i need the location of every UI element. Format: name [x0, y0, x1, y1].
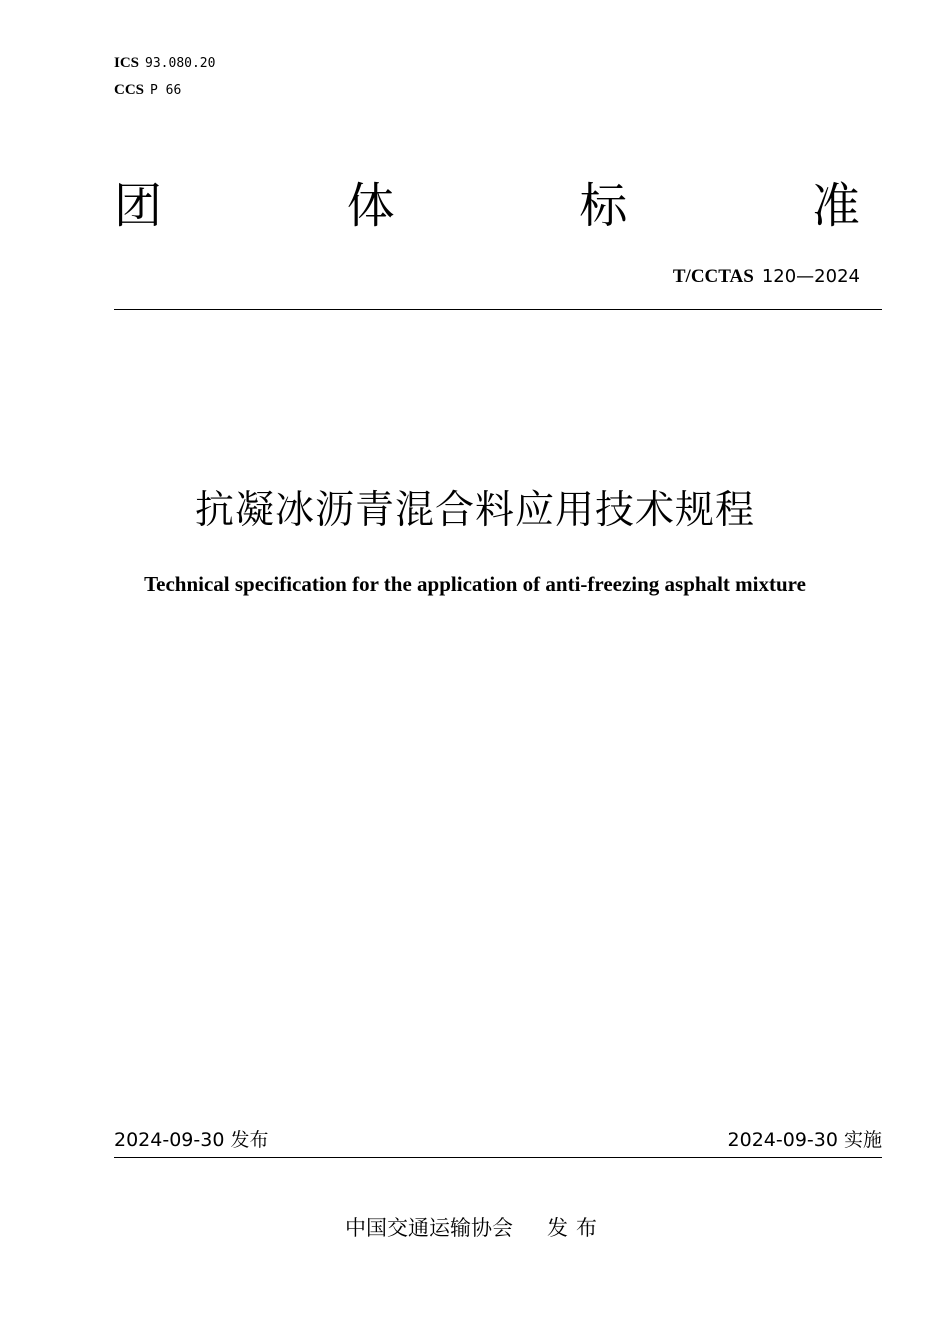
- classification-codes: [114, 50, 215, 104]
- doc-type-char: 体: [346, 178, 395, 234]
- publisher-organization: 中国交通运输协会: [345, 1216, 513, 1240]
- ccs-value: P 66: [150, 83, 182, 98]
- issue-date: 2024-09-30 发布: [114, 1129, 269, 1151]
- document-type-heading: [114, 176, 860, 236]
- implementation-date: 2024-09-30 实施: [727, 1129, 882, 1151]
- ccs-code-line: [114, 77, 215, 104]
- ics-label: ICS: [114, 55, 140, 71]
- publisher-action: 发布: [547, 1216, 605, 1240]
- publisher-line: [0, 1213, 950, 1243]
- doc-type-char: 团: [114, 178, 163, 234]
- ccs-label: CCS: [114, 82, 145, 98]
- standard-number-value: 120—2024: [761, 266, 860, 287]
- standard-number: [673, 264, 860, 290]
- standard-prefix: T/CCTAS: [672, 266, 754, 287]
- ics-value: 93.080.20: [145, 56, 216, 71]
- doc-type-char: 标: [579, 178, 628, 234]
- chinese-title: 抗凝冰沥青混合料应用技术规程: [194, 488, 755, 533]
- header-divider: [114, 309, 882, 310]
- ics-code-line: [114, 50, 215, 77]
- english-title: Technical specification for the application of anti-freezing asphalt mixture: [144, 572, 806, 596]
- footer-divider: [114, 1157, 882, 1158]
- doc-type-char: 准: [811, 178, 860, 234]
